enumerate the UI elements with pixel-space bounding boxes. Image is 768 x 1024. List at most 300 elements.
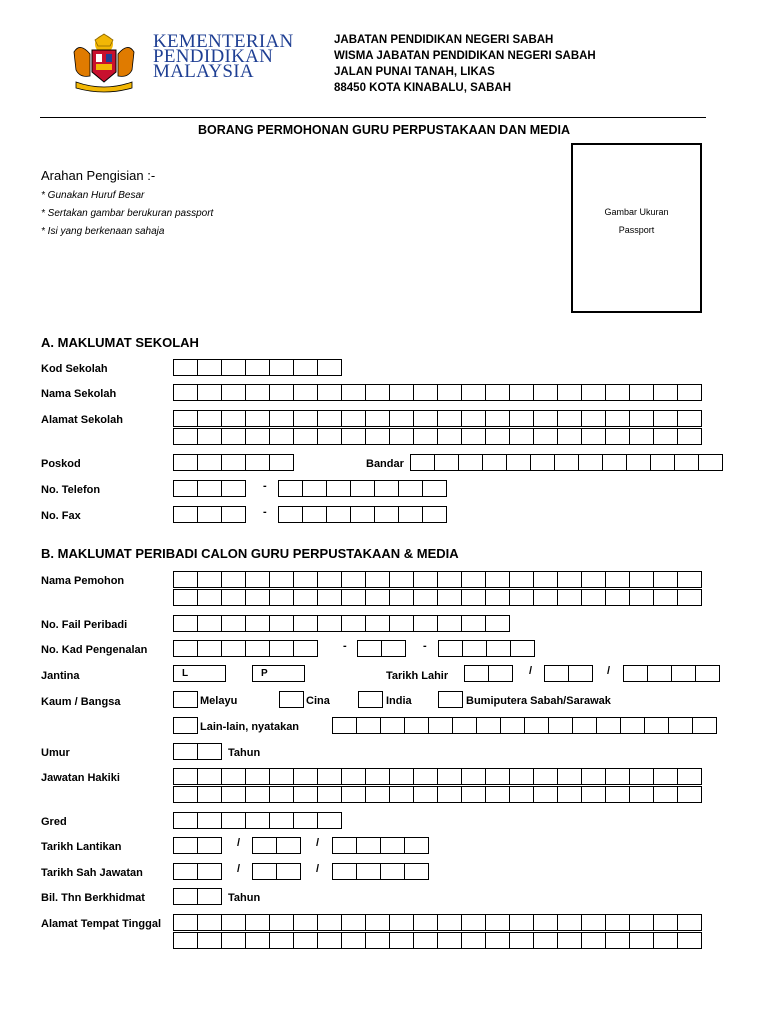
char-cell[interactable] <box>461 932 486 949</box>
char-cell[interactable] <box>245 359 270 376</box>
char-cell[interactable] <box>485 615 510 632</box>
char-cell[interactable] <box>509 768 534 785</box>
char-cell[interactable] <box>317 410 342 427</box>
char-cell[interactable] <box>695 665 720 682</box>
char-cell[interactable] <box>605 571 630 588</box>
char-cell[interactable] <box>389 932 414 949</box>
char-cell[interactable] <box>488 665 513 682</box>
char-cell[interactable] <box>461 410 486 427</box>
char-cell[interactable] <box>568 665 593 682</box>
char-cell[interactable] <box>317 384 342 401</box>
char-cell[interactable] <box>605 384 630 401</box>
char-cell[interactable] <box>221 506 246 523</box>
char-cell[interactable] <box>269 615 294 632</box>
char-cell[interactable] <box>269 454 294 471</box>
char-cell[interactable] <box>389 589 414 606</box>
kod-sekolah-field[interactable] <box>173 359 341 376</box>
tarikh-sah-day-field[interactable] <box>173 863 221 880</box>
char-cell[interactable] <box>554 454 579 471</box>
char-cell[interactable] <box>341 384 366 401</box>
kad-pengenalan-part2-field[interactable] <box>357 640 405 657</box>
char-cell[interactable] <box>197 786 222 803</box>
char-cell[interactable] <box>485 914 510 931</box>
char-cell[interactable] <box>389 786 414 803</box>
kad-pengenalan-part3-field[interactable] <box>438 640 534 657</box>
char-cell[interactable] <box>245 914 270 931</box>
char-cell[interactable] <box>413 571 438 588</box>
char-cell[interactable] <box>605 589 630 606</box>
char-cell[interactable] <box>389 384 414 401</box>
char-cell[interactable] <box>269 786 294 803</box>
char-cell[interactable] <box>173 932 198 949</box>
char-cell[interactable] <box>557 786 582 803</box>
char-cell[interactable] <box>557 410 582 427</box>
char-cell[interactable] <box>437 589 462 606</box>
char-cell[interactable] <box>269 589 294 606</box>
char-cell[interactable] <box>380 863 405 880</box>
fax-prefix-field[interactable] <box>173 506 245 523</box>
char-cell[interactable] <box>653 914 678 931</box>
char-cell[interactable] <box>317 615 342 632</box>
char-cell[interactable] <box>221 768 246 785</box>
char-cell[interactable] <box>332 863 357 880</box>
char-cell[interactable] <box>365 410 390 427</box>
char-cell[interactable] <box>404 717 429 734</box>
poskod-field[interactable] <box>173 454 293 471</box>
char-cell[interactable] <box>629 786 654 803</box>
char-cell[interactable] <box>173 863 198 880</box>
char-cell[interactable] <box>644 717 669 734</box>
char-cell[interactable] <box>365 914 390 931</box>
char-cell[interactable] <box>698 454 723 471</box>
char-cell[interactable] <box>365 428 390 445</box>
char-cell[interactable] <box>602 454 627 471</box>
char-cell[interactable] <box>293 589 318 606</box>
char-cell[interactable] <box>221 410 246 427</box>
char-cell[interactable] <box>197 888 222 905</box>
char-cell[interactable] <box>302 506 327 523</box>
char-cell[interactable] <box>356 717 381 734</box>
char-cell[interactable] <box>173 359 198 376</box>
char-cell[interactable] <box>509 428 534 445</box>
char-cell[interactable] <box>173 589 198 606</box>
char-cell[interactable] <box>653 428 678 445</box>
char-cell[interactable] <box>437 384 462 401</box>
char-cell[interactable] <box>197 571 222 588</box>
char-cell[interactable] <box>269 571 294 588</box>
char-cell[interactable] <box>317 571 342 588</box>
char-cell[interactable] <box>653 786 678 803</box>
char-cell[interactable] <box>197 932 222 949</box>
alamat-sekolah-field-line2[interactable] <box>173 428 701 445</box>
kaum-bumiputera-checkbox[interactable] <box>438 691 462 708</box>
char-cell[interactable] <box>389 615 414 632</box>
char-cell[interactable] <box>530 454 555 471</box>
tarikh-lahir-day-field[interactable] <box>464 665 512 682</box>
char-cell[interactable] <box>245 932 270 949</box>
char-cell[interactable] <box>605 932 630 949</box>
char-cell[interactable] <box>221 914 246 931</box>
char-cell[interactable] <box>677 932 702 949</box>
char-cell[interactable] <box>317 932 342 949</box>
char-cell[interactable] <box>173 506 198 523</box>
char-cell[interactable] <box>413 410 438 427</box>
char-cell[interactable] <box>485 932 510 949</box>
char-cell[interactable] <box>197 454 222 471</box>
char-cell[interactable] <box>533 428 558 445</box>
char-cell[interactable] <box>605 428 630 445</box>
char-cell[interactable] <box>173 691 198 708</box>
jantina-l-box[interactable]: L <box>173 665 226 682</box>
char-cell[interactable] <box>173 480 198 497</box>
umur-field[interactable] <box>173 743 221 760</box>
char-cell[interactable] <box>437 768 462 785</box>
char-cell[interactable] <box>413 914 438 931</box>
char-cell[interactable] <box>221 428 246 445</box>
char-cell[interactable] <box>437 786 462 803</box>
char-cell[interactable] <box>269 359 294 376</box>
telefon-number-field[interactable] <box>278 480 446 497</box>
char-cell[interactable] <box>485 410 510 427</box>
char-cell[interactable] <box>221 454 246 471</box>
char-cell[interactable] <box>197 768 222 785</box>
char-cell[interactable] <box>485 428 510 445</box>
char-cell[interactable] <box>293 914 318 931</box>
char-cell[interactable] <box>524 717 549 734</box>
char-cell[interactable] <box>572 717 597 734</box>
char-cell[interactable] <box>365 615 390 632</box>
char-cell[interactable] <box>317 768 342 785</box>
char-cell[interactable] <box>389 571 414 588</box>
char-cell[interactable] <box>557 384 582 401</box>
char-cell[interactable] <box>389 410 414 427</box>
char-cell[interactable] <box>197 743 222 760</box>
char-cell[interactable] <box>620 717 645 734</box>
char-cell[interactable] <box>623 665 648 682</box>
char-cell[interactable] <box>413 786 438 803</box>
char-cell[interactable] <box>544 665 569 682</box>
char-cell[interactable] <box>509 571 534 588</box>
char-cell[interactable] <box>581 589 606 606</box>
char-cell[interactable] <box>461 615 486 632</box>
char-cell[interactable] <box>350 506 375 523</box>
char-cell[interactable] <box>404 863 429 880</box>
char-cell[interactable] <box>389 914 414 931</box>
char-cell[interactable] <box>221 812 246 829</box>
char-cell[interactable] <box>692 717 717 734</box>
nama-sekolah-field[interactable] <box>173 384 701 401</box>
char-cell[interactable] <box>437 914 462 931</box>
char-cell[interactable] <box>332 837 357 854</box>
char-cell[interactable] <box>245 454 270 471</box>
char-cell[interactable] <box>341 768 366 785</box>
char-cell[interactable] <box>293 384 318 401</box>
char-cell[interactable] <box>381 640 406 657</box>
char-cell[interactable] <box>458 454 483 471</box>
char-cell[interactable] <box>437 615 462 632</box>
char-cell[interactable] <box>245 428 270 445</box>
char-cell[interactable] <box>252 837 277 854</box>
char-cell[interactable] <box>677 428 702 445</box>
char-cell[interactable] <box>173 888 198 905</box>
char-cell[interactable] <box>341 571 366 588</box>
kad-pengenalan-part1-field[interactable] <box>173 640 317 657</box>
jantina-p-checkbox[interactable] <box>252 665 304 682</box>
char-cell[interactable] <box>461 914 486 931</box>
char-cell[interactable] <box>365 384 390 401</box>
char-cell[interactable] <box>245 812 270 829</box>
char-cell[interactable] <box>374 506 399 523</box>
char-cell[interactable] <box>605 786 630 803</box>
tarikh-sah-month-field[interactable] <box>252 863 300 880</box>
char-cell[interactable] <box>605 410 630 427</box>
char-cell[interactable] <box>557 914 582 931</box>
nama-pemohon-field-line2[interactable] <box>173 589 701 606</box>
char-cell[interactable] <box>293 768 318 785</box>
telefon-prefix-field[interactable] <box>173 480 245 497</box>
char-cell[interactable] <box>629 428 654 445</box>
char-cell[interactable] <box>581 571 606 588</box>
alamat-tinggal-field-line1[interactable] <box>173 914 701 931</box>
char-cell[interactable] <box>173 571 198 588</box>
char-cell[interactable] <box>269 914 294 931</box>
char-cell[interactable] <box>341 589 366 606</box>
char-cell[interactable] <box>509 786 534 803</box>
char-cell[interactable] <box>245 589 270 606</box>
char-cell[interactable] <box>653 589 678 606</box>
char-cell[interactable] <box>629 768 654 785</box>
char-cell[interactable] <box>581 768 606 785</box>
char-cell[interactable] <box>486 640 511 657</box>
kaum-india-checkbox[interactable] <box>358 691 382 708</box>
char-cell[interactable] <box>653 932 678 949</box>
char-cell[interactable] <box>506 454 531 471</box>
char-cell[interactable] <box>398 480 423 497</box>
char-cell[interactable] <box>509 410 534 427</box>
char-cell[interactable] <box>197 384 222 401</box>
char-cell[interactable] <box>677 786 702 803</box>
char-cell[interactable] <box>221 640 246 657</box>
char-cell[interactable] <box>276 837 301 854</box>
char-cell[interactable] <box>197 589 222 606</box>
char-cell[interactable] <box>269 932 294 949</box>
char-cell[interactable] <box>245 640 270 657</box>
char-cell[interactable] <box>269 428 294 445</box>
char-cell[interactable] <box>413 615 438 632</box>
char-cell[interactable] <box>221 571 246 588</box>
char-cell[interactable] <box>380 837 405 854</box>
char-cell[interactable] <box>437 410 462 427</box>
fax-number-field[interactable] <box>278 506 446 523</box>
char-cell[interactable] <box>197 863 222 880</box>
char-cell[interactable] <box>629 384 654 401</box>
char-cell[interactable] <box>677 768 702 785</box>
char-cell[interactable] <box>389 768 414 785</box>
char-cell[interactable] <box>653 410 678 427</box>
tarikh-lahir-year-field[interactable] <box>623 665 719 682</box>
char-cell[interactable] <box>221 384 246 401</box>
char-cell[interactable] <box>341 428 366 445</box>
char-cell[interactable] <box>302 480 327 497</box>
char-cell[interactable] <box>626 454 651 471</box>
char-cell[interactable] <box>221 932 246 949</box>
char-cell[interactable] <box>293 359 318 376</box>
char-cell[interactable] <box>317 914 342 931</box>
char-cell[interactable] <box>438 640 463 657</box>
char-cell[interactable] <box>173 786 198 803</box>
char-cell[interactable] <box>293 571 318 588</box>
char-cell[interactable] <box>173 768 198 785</box>
tarikh-lantikan-year-field[interactable] <box>332 837 428 854</box>
char-cell[interactable] <box>437 428 462 445</box>
char-cell[interactable] <box>221 615 246 632</box>
char-cell[interactable] <box>278 480 303 497</box>
char-cell[interactable] <box>677 571 702 588</box>
char-cell[interactable] <box>173 640 198 657</box>
char-cell[interactable] <box>557 571 582 588</box>
char-cell[interactable] <box>653 571 678 588</box>
kaum-lain-field[interactable] <box>332 717 716 734</box>
char-cell[interactable] <box>668 717 693 734</box>
char-cell[interactable] <box>173 812 198 829</box>
char-cell[interactable] <box>413 932 438 949</box>
char-cell[interactable] <box>533 410 558 427</box>
char-cell[interactable] <box>326 506 351 523</box>
char-cell[interactable] <box>422 506 447 523</box>
char-cell[interactable] <box>410 454 435 471</box>
char-cell[interactable] <box>398 506 423 523</box>
char-cell[interactable] <box>173 428 198 445</box>
char-cell[interactable] <box>629 914 654 931</box>
kaum-melayu-checkbox[interactable] <box>173 691 197 708</box>
char-cell[interactable] <box>629 932 654 949</box>
char-cell[interactable] <box>197 410 222 427</box>
char-cell[interactable] <box>533 589 558 606</box>
jawatan-hakiki-field-line1[interactable] <box>173 768 701 785</box>
jantina-l-checkbox[interactable] <box>173 665 225 682</box>
char-cell[interactable] <box>533 914 558 931</box>
char-cell[interactable] <box>510 640 535 657</box>
char-cell[interactable] <box>533 384 558 401</box>
char-cell[interactable] <box>581 384 606 401</box>
char-cell[interactable] <box>437 932 462 949</box>
char-cell[interactable] <box>269 410 294 427</box>
char-cell[interactable] <box>485 768 510 785</box>
char-cell[interactable] <box>197 428 222 445</box>
char-cell[interactable] <box>221 480 246 497</box>
char-cell[interactable] <box>509 384 534 401</box>
char-cell[interactable] <box>482 454 507 471</box>
char-cell[interactable] <box>350 480 375 497</box>
char-cell[interactable] <box>252 863 277 880</box>
char-cell[interactable] <box>677 384 702 401</box>
char-cell[interactable] <box>629 571 654 588</box>
char-cell[interactable] <box>485 589 510 606</box>
char-cell[interactable] <box>581 428 606 445</box>
char-cell[interactable] <box>221 786 246 803</box>
char-cell[interactable] <box>461 768 486 785</box>
char-cell[interactable] <box>197 812 222 829</box>
char-cell[interactable] <box>461 589 486 606</box>
char-cell[interactable] <box>461 384 486 401</box>
char-cell[interactable] <box>557 768 582 785</box>
char-cell[interactable] <box>197 640 222 657</box>
char-cell[interactable] <box>173 743 198 760</box>
char-cell[interactable] <box>629 589 654 606</box>
char-cell[interactable] <box>548 717 573 734</box>
kaum-cina-checkbox[interactable] <box>279 691 303 708</box>
jawatan-hakiki-field-line2[interactable] <box>173 786 701 803</box>
char-cell[interactable] <box>437 571 462 588</box>
char-cell[interactable] <box>245 615 270 632</box>
char-cell[interactable] <box>647 665 672 682</box>
char-cell[interactable] <box>293 615 318 632</box>
char-cell[interactable] <box>293 786 318 803</box>
char-cell[interactable] <box>653 768 678 785</box>
char-cell[interactable] <box>605 914 630 931</box>
char-cell[interactable] <box>485 384 510 401</box>
char-cell[interactable] <box>389 428 414 445</box>
fail-peribadi-field[interactable] <box>173 615 509 632</box>
char-cell[interactable] <box>357 640 382 657</box>
char-cell[interactable] <box>197 914 222 931</box>
char-cell[interactable] <box>341 786 366 803</box>
char-cell[interactable] <box>533 932 558 949</box>
alamat-sekolah-field-line1[interactable] <box>173 410 701 427</box>
char-cell[interactable] <box>464 665 489 682</box>
passport-photo-box[interactable] <box>571 143 702 313</box>
char-cell[interactable] <box>197 480 222 497</box>
char-cell[interactable] <box>557 428 582 445</box>
char-cell[interactable] <box>221 359 246 376</box>
char-cell[interactable] <box>269 812 294 829</box>
char-cell[interactable] <box>581 786 606 803</box>
char-cell[interactable] <box>173 410 198 427</box>
char-cell[interactable] <box>413 768 438 785</box>
char-cell[interactable] <box>356 863 381 880</box>
char-cell[interactable] <box>677 410 702 427</box>
char-cell[interactable] <box>293 410 318 427</box>
char-cell[interactable] <box>293 640 318 657</box>
char-cell[interactable] <box>413 384 438 401</box>
char-cell[interactable] <box>293 428 318 445</box>
char-cell[interactable] <box>650 454 675 471</box>
char-cell[interactable] <box>341 615 366 632</box>
char-cell[interactable] <box>533 786 558 803</box>
char-cell[interactable] <box>245 410 270 427</box>
char-cell[interactable] <box>197 615 222 632</box>
char-cell[interactable] <box>365 932 390 949</box>
char-cell[interactable] <box>317 589 342 606</box>
char-cell[interactable] <box>317 428 342 445</box>
bandar-field[interactable] <box>410 454 722 471</box>
char-cell[interactable] <box>452 717 477 734</box>
char-cell[interactable] <box>428 717 453 734</box>
char-cell[interactable] <box>365 571 390 588</box>
char-cell[interactable] <box>341 914 366 931</box>
char-cell[interactable] <box>485 571 510 588</box>
char-cell[interactable] <box>278 506 303 523</box>
char-cell[interactable] <box>581 410 606 427</box>
char-cell[interactable] <box>332 717 357 734</box>
char-cell[interactable] <box>341 932 366 949</box>
char-cell[interactable] <box>221 589 246 606</box>
char-cell[interactable] <box>422 480 447 497</box>
char-cell[interactable] <box>173 384 198 401</box>
char-cell[interactable] <box>293 932 318 949</box>
kaum-lain-checkbox[interactable] <box>173 717 197 734</box>
char-cell[interactable] <box>581 914 606 931</box>
